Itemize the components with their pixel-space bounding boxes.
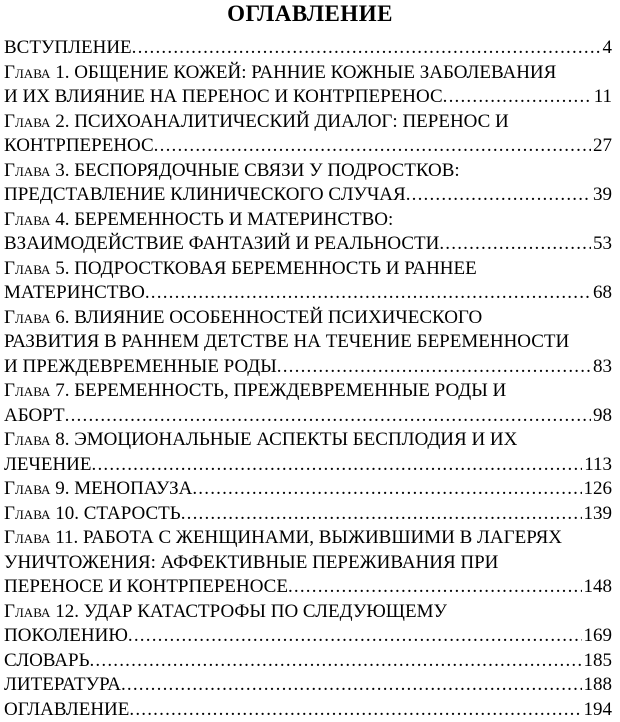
toc-entry-text: Глава 6. ВЛИЯНИЕ ОСОБЕННОСТЕЙ ПСИХИЧЕСКОГО: [4, 307, 482, 328]
toc-entry-text: Глава 8. ЭМОЦИОНАЛЬНЫЕ АСПЕКТЫ БЕСПЛОДИЯ И ИХ: [4, 429, 517, 450]
page-number: 68: [591, 281, 612, 306]
page-number: 139: [582, 502, 613, 527]
page-number: 11: [592, 85, 612, 110]
toc-entry-text: АБОРТ: [4, 404, 65, 429]
page-number: 4: [601, 36, 613, 61]
toc-entry-text: Глава 12. УДАР КАТАСТРОФЫ ПО СЛЕДУЮЩЕМУ: [4, 601, 447, 622]
toc-entry-text: Глава 11. РАБОТА С ЖЕНЩИНАМИ, ВЫЖИВШИМИ В ЛАГЕРЯХ: [4, 527, 562, 548]
toc-entry-text: И ПРЕЖДЕВРЕМЕННЫЕ РОДЫ: [4, 355, 277, 380]
toc-entry: [4, 159, 612, 208]
leader-dots: [89, 649, 581, 674]
toc-entry-line: [4, 257, 612, 282]
toc-entry-last-line: [4, 134, 612, 159]
toc-entry: [4, 502, 612, 527]
toc-entry-last-line: [4, 281, 612, 306]
toc-entry-text: ОГЛАВЛЕНИЕ: [4, 698, 129, 722]
toc-entry-last-line: [4, 673, 612, 698]
toc-entry-last-line: [4, 453, 612, 478]
toc-entry-last-line: [4, 85, 612, 110]
toc-entry-line: [4, 208, 612, 233]
toc-entry-last-line: [4, 477, 612, 502]
leader-dots: [406, 183, 591, 208]
toc-entry-text: УНИЧТОЖЕНИЯ: АФФЕКТИВНЫЕ ПЕРЕЖИВАНИЯ ПРИ: [4, 552, 498, 573]
toc-entry: [4, 673, 612, 698]
toc-entry-text: Глава 5. ПОДРОСТКОВАЯ БЕРЕМЕННОСТЬ И РАННЕЕ: [4, 258, 477, 279]
toc-entry-text: Глава 10. СТАРОСТЬ: [4, 502, 181, 527]
toc-entry: [4, 306, 612, 380]
page-number: 185: [582, 649, 613, 674]
toc-entry: [4, 61, 612, 110]
toc-entry: [4, 526, 612, 600]
toc-entry: [4, 379, 612, 428]
leader-dots: [92, 453, 583, 478]
leader-dots: [277, 355, 591, 380]
toc-entry-line: [4, 551, 612, 576]
toc-entry-last-line: [4, 355, 612, 380]
toc-entry-text: ПЕРЕНОСЕ И КОНТРПЕРЕНОСЕ: [4, 575, 288, 600]
leader-dots: [145, 281, 591, 306]
leader-dots: [181, 502, 582, 527]
toc-entry: [4, 698, 612, 722]
toc-entry-text: Глава 7. БЕРЕМЕННОСТЬ, ПРЕЖДЕВРЕМЕННЫЕ РОДЫ И: [4, 380, 506, 401]
toc-entry: [4, 208, 612, 257]
toc-entry-last-line: [4, 232, 612, 257]
toc-entry: [4, 110, 612, 159]
leader-dots: [288, 575, 582, 600]
toc-entry-line: [4, 428, 612, 453]
toc-entry-last-line: [4, 502, 612, 527]
toc-entry-last-line: [4, 183, 612, 208]
toc-entry-last-line: [4, 624, 612, 649]
table-of-contents: [4, 36, 612, 722]
toc-entry-text: СЛОВАРЬ: [4, 649, 89, 674]
toc-entry: [4, 477, 612, 502]
leader-dots: [128, 624, 582, 649]
toc-entry: [4, 257, 612, 306]
page-number: 148: [582, 575, 613, 600]
toc-entry-line: [4, 61, 612, 86]
page-number: 126: [582, 477, 613, 502]
page-title: ОГЛАВЛЕНИЕ: [0, 0, 620, 28]
toc-entry-text: ВЗАИМОДЕЙСТВИЕ ФАНТАЗИЙ И РЕАЛЬНОСТИ: [4, 232, 439, 257]
toc-entry-text: МАТЕРИНСТВО: [4, 281, 145, 306]
leader-dots: [132, 36, 601, 61]
toc-entry-text: ЛЕЧЕНИЕ: [4, 453, 92, 478]
toc-entry-text: ПРЕДСТАВЛЕНИЕ КЛИНИЧЕСКОГО СЛУЧАЯ: [4, 183, 406, 208]
page-number: 83: [591, 355, 612, 380]
toc-entry-text: Глава 9. МЕНОПАУЗА: [4, 477, 192, 502]
toc-entry-line: [4, 379, 612, 404]
toc-entry: [4, 600, 612, 649]
toc-entry-last-line: [4, 698, 612, 722]
toc-entry-last-line: [4, 649, 612, 674]
toc-entry-line: [4, 600, 612, 625]
leader-dots: [439, 232, 591, 257]
leader-dots: [129, 698, 581, 722]
toc-entry: [4, 428, 612, 477]
leader-dots: [154, 134, 591, 159]
toc-entry: [4, 36, 612, 61]
toc-entry-last-line: [4, 575, 612, 600]
leader-dots: [121, 673, 582, 698]
toc-entry-text: Глава 3. БЕСПОРЯДОЧНЫЕ СВЯЗИ У ПОДРОСТКОВ:: [4, 160, 460, 181]
toc-entry-text: КОНТРПЕРЕНОС: [4, 134, 154, 159]
page-number: 169: [582, 624, 613, 649]
page-number: 113: [582, 453, 612, 478]
toc-entry-text: РАЗВИТИЯ В РАННЕМ ДЕТСТВЕ НА ТЕЧЕНИЕ БЕРЕМЕННОСТИ: [4, 331, 569, 352]
toc-entry-text: ПОКОЛЕНИЮ: [4, 624, 128, 649]
toc-entry-line: [4, 159, 612, 184]
toc-entry-text: И ИХ ВЛИЯНИЕ НА ПЕРЕНОС И КОНТРПЕРЕНОС: [4, 85, 443, 110]
toc-entry-text: ВСТУПЛЕНИЕ: [4, 36, 132, 61]
page-number: 53: [591, 232, 612, 257]
toc-entry-last-line: [4, 404, 612, 429]
page-number: 188: [582, 673, 613, 698]
toc-entry-text: Глава 4. БЕРЕМЕННОСТЬ И МАТЕРИНСТВО:: [4, 209, 393, 230]
toc-entry-text: Глава 1. ОБЩЕНИЕ КОЖЕЙ: РАННИЕ КОЖНЫЕ ЗАБОЛЕВАНИЯ: [4, 62, 556, 83]
toc-entry-line: [4, 526, 612, 551]
page-number: 194: [582, 698, 613, 722]
toc-entry-last-line: [4, 36, 612, 61]
toc-entry-line: [4, 306, 612, 331]
page-number: 27: [591, 134, 612, 159]
toc-entry-line: [4, 330, 612, 355]
page-number: 39: [591, 183, 612, 208]
toc-entry: [4, 649, 612, 674]
toc-entry-text: ЛИТЕРАТУРА: [4, 673, 121, 698]
leader-dots: [65, 404, 591, 429]
leader-dots: [192, 477, 581, 502]
page-number: 98: [591, 404, 612, 429]
toc-entry-text: Глава 2. ПСИХОАНАЛИТИЧЕСКИЙ ДИАЛОГ: ПЕРЕНОС И: [4, 111, 509, 132]
leader-dots: [443, 85, 592, 110]
toc-entry-line: [4, 110, 612, 135]
